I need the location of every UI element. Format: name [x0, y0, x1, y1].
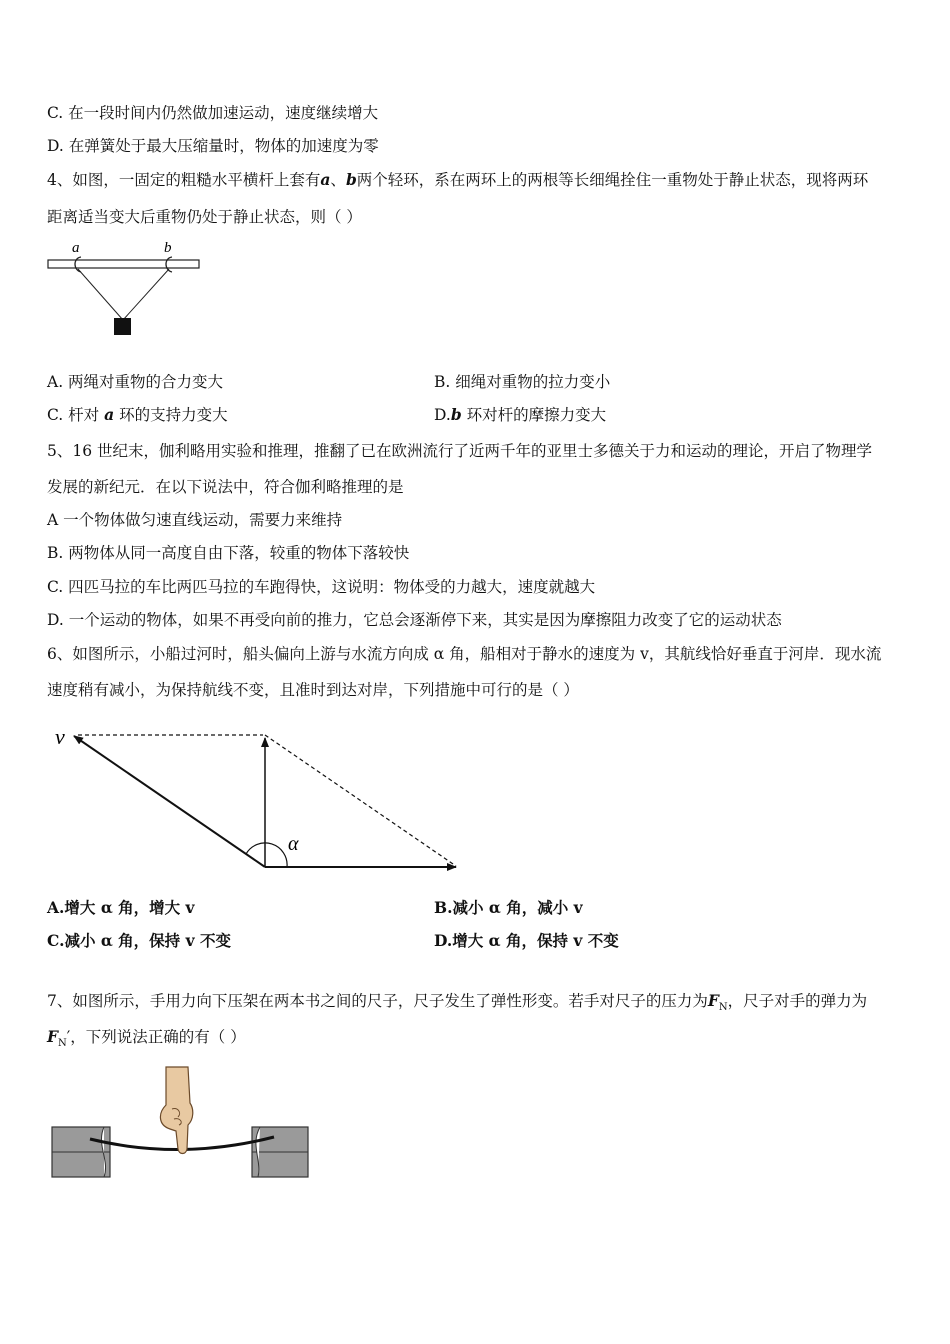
- q7-stem-text: 7、如图所示，手用力向下压架在两本书之间的尺子，尺子发生了弹性形变。若手对尺子的压力为: [47, 992, 708, 1010]
- q3-option-d: D. 在弹簧处于最大压缩量时，物体的加速度为零: [47, 137, 379, 155]
- weight-block: [114, 318, 131, 335]
- q5-stem-line-2: 发展的新纪元．在以下说法中，符合伽利略推理的是: [47, 478, 404, 496]
- q6-option-b: B.减小 α 角，减小 v: [434, 898, 583, 917]
- q4-option-d-text: D.: [434, 406, 451, 424]
- q5-option-d: D. 一个运动的物体，如果不再受向前的推力，它总会逐渐停下来，其实是因为摩擦阻力改变了它的运动状态: [47, 611, 782, 629]
- q5-option-c: C. 四匹马拉的车比两匹马拉的车跑得快，这说明：物体受的力越大，速度就越大: [47, 578, 596, 596]
- q4-sep: 、: [330, 171, 346, 189]
- q5-option-b: B. 两物体从同一高度自由下落，较重的物体下落较快: [47, 544, 410, 562]
- rope-right: [123, 269, 169, 320]
- pressing-hand: [160, 1067, 192, 1154]
- rope-left: [78, 269, 123, 320]
- q4-option-d-var: b: [450, 405, 462, 424]
- q7-prime-mark: ′: [66, 1028, 71, 1046]
- q7-stem-line-2: [47, 1027, 246, 1054]
- q4-figure-rod-rings-weight: [40, 232, 210, 347]
- q6-figure-velocity-triangle: [50, 722, 470, 877]
- q4-option-b: B. 细绳对重物的拉力变小: [434, 373, 611, 391]
- q4-option-d-text-2: 环对杆的摩擦力变大: [466, 406, 607, 424]
- horizontal-rod: [48, 260, 199, 268]
- q6-stem-line-1: 6、如图所示，小船过河时，船头偏向上游与水流方向成 α 角，船相对于静水的速度为 v，其航线恰好垂直于河岸．现水流: [47, 645, 882, 663]
- ring-a-label: a: [72, 240, 80, 256]
- q7-fn-prime-subscript: N: [58, 1038, 67, 1050]
- q4-option-c-text-2: 环的支持力变大: [119, 406, 228, 424]
- q4-option-d: [434, 405, 606, 425]
- q4-var-b: b: [345, 170, 357, 189]
- q4-stem-line-2: 距离适当变大后重物仍处于静止状态，则（ ）: [47, 208, 362, 226]
- q4-stem-line-1: [47, 170, 868, 190]
- q7-fn-symbol: F: [707, 991, 719, 1010]
- q4-option-c: [47, 405, 228, 425]
- q7-fn-prime-symbol: F: [47, 1027, 59, 1046]
- angle-arc: [246, 843, 287, 867]
- q6-stem-line-2: 速度稍有减小，为保持航线不变，且准时到达对岸，下列措施中可行的是（ ）: [47, 681, 579, 699]
- angle-label: α: [288, 833, 299, 855]
- q4-var-a: a: [320, 170, 331, 189]
- q7-stem-line-1: [47, 991, 867, 1018]
- ring-b-label: b: [164, 240, 172, 256]
- q6-option-c: C.减小 α 角，保持 v 不变: [47, 931, 231, 950]
- q4-option-c-var: a: [104, 405, 115, 424]
- q4-stem-text-2: 两个轻环，系在两环上的两根等长细绳拴住一重物处于静止状态，现将两环: [356, 171, 869, 189]
- boat-velocity-arrow: [74, 736, 265, 867]
- q7-stem-text-3: ，下列说法正确的有（ ）: [70, 1028, 246, 1046]
- q4-stem-text: 4、如图，一固定的粗糙水平横杆上套有: [47, 171, 321, 189]
- q5-stem-line-1: 5、16 世纪末，伽利略用实验和推理，推翻了已在欧洲流行了近两千年的亚里士多德关于力和运动的理论，开启了物理学: [47, 442, 873, 460]
- q6-option-a: A.增大 α 角，增大 v: [47, 898, 195, 917]
- q7-fn-subscript: N: [718, 1002, 728, 1014]
- q4-option-c-text: C. 杆对: [47, 406, 100, 424]
- q7-stem-text-2: ，尺子对手的弹力为: [727, 992, 868, 1010]
- q6-option-d: D.增大 α 角，保持 v 不变: [434, 931, 619, 950]
- q5-option-a: A 一个物体做匀速直线运动，需要力来维持: [47, 511, 343, 529]
- q4-option-a: A. 两绳对重物的合力变大: [47, 373, 224, 391]
- q7-figure-hand-ruler-books: [48, 1065, 313, 1183]
- velocity-label: v: [55, 724, 65, 749]
- q3-option-c: C. 在一段时间内仍然做加速运动，速度继续增大: [47, 104, 379, 122]
